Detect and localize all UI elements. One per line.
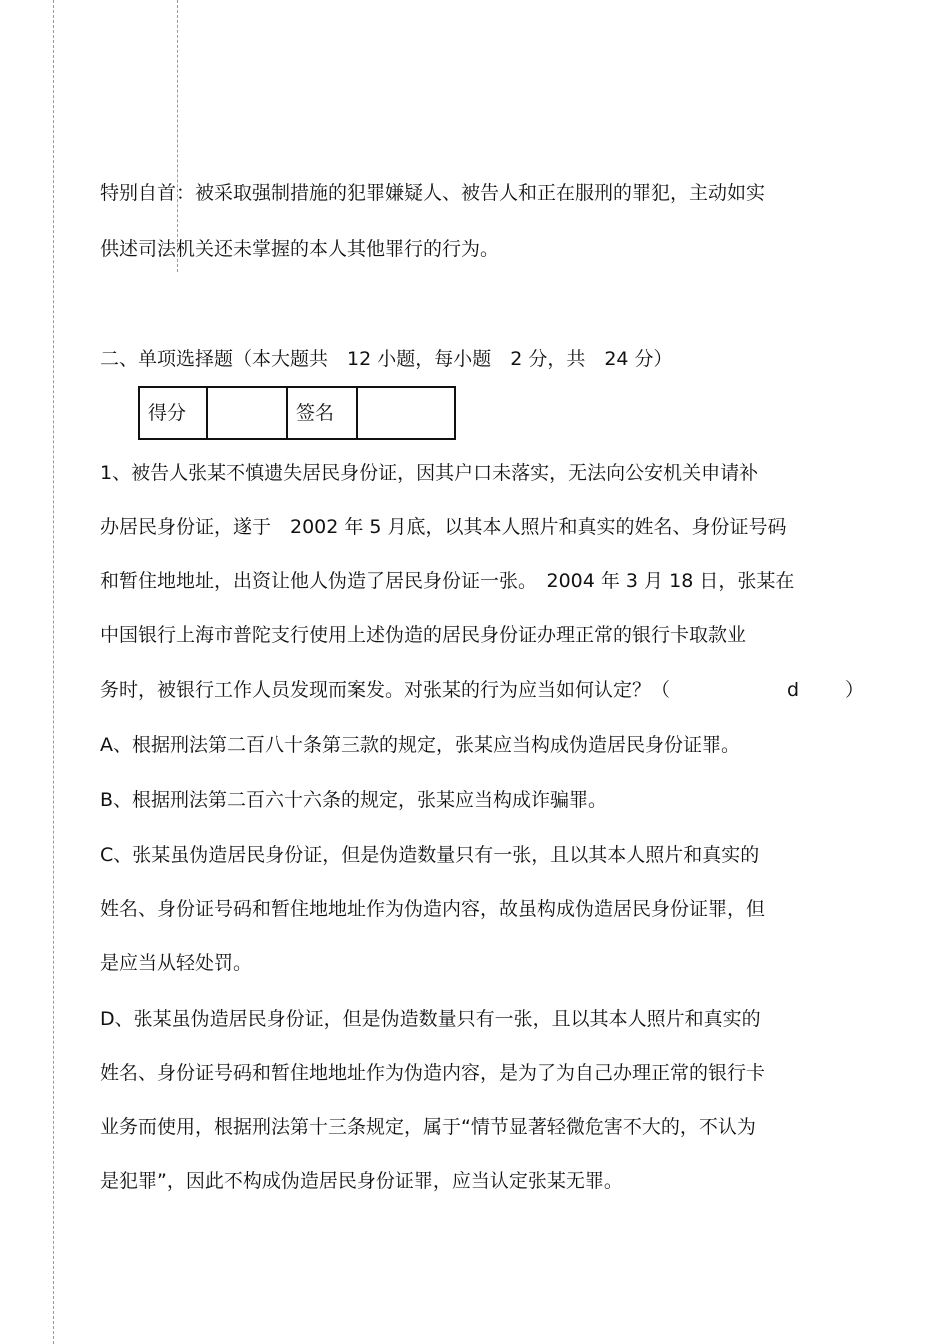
option-d-line: 姓名、身份证号码和暂住地地址作为伪造内容，是为了为自己办理正常的银行卡	[100, 1062, 766, 1084]
definition-line-2: 供述司法机关还未掌握的本人其他罪行的行为。	[100, 238, 500, 260]
score-table	[138, 386, 456, 440]
option-d-line: D、张某虽伪造居民身份证，但是伪造数量只有一张，且以其本人照片和真实的	[100, 1008, 761, 1030]
option-c-line: C、张某虽伪造居民身份证，但是伪造数量只有一张，且以其本人照片和真实的	[100, 844, 760, 866]
option-d-line: 是犯罪”，因此不构成伪造居民身份证罪，应当认定张某无罪。	[100, 1170, 623, 1192]
option-b: B、根据刑法第二百六十六条的规定，张某应当构成诈骗罪。	[100, 789, 608, 811]
question-stem-line: 中国银行上海市普陀支行使用上述伪造的居民身份证办理正常的银行卡取款业	[100, 624, 747, 646]
question-stem-last-line	[100, 677, 865, 703]
option-c-line: 姓名、身份证号码和暂住地地址作为伪造内容，故虽构成伪造居民身份证罪，但	[100, 898, 766, 920]
score-value-cell	[207, 387, 287, 439]
question-stem-text: 务时，被银行工作人员发现而案发。对张某的行为应当如何认定？（	[100, 679, 671, 701]
answer-close-paren: ）	[845, 679, 865, 701]
sign-value-cell	[357, 387, 455, 439]
option-c-line: 是应当从轻处罚。	[100, 952, 253, 974]
section-heading: 二、单项选择题（本大题共 12 小题，每小题 2 分，共 24 分）	[100, 348, 673, 370]
answer-mark: d	[787, 679, 800, 701]
margin-dashed-line	[53, 0, 54, 1344]
margin-dashed-line-short	[177, 0, 178, 272]
definition-line-1: 特别自首：被采取强制措施的犯罪嫌疑人、被告人和正在服刑的罪犯，主动如实	[100, 182, 766, 204]
option-a: A、根据刑法第二百八十条第三款的规定，张某应当构成伪造居民身份证罪。	[100, 734, 740, 756]
sign-label: 签名	[287, 387, 357, 439]
option-d-line: 业务而使用，根据刑法第十三条规定，属于“情节显著轻微危害不大的，不认为	[100, 1116, 756, 1138]
question-stem-line: 1、被告人张某不慎遗失居民身份证，因其户口未落实，无法向公安机关申请补	[100, 462, 759, 484]
question-stem-line: 和暂住地地址，出资让他人伪造了居民身份证一张。 2004 年 3 月 18 日，张某在	[100, 570, 795, 592]
question-stem-line: 办居民身份证，遂于 2002 年 5 月底，以其本人照片和真实的姓名、身份证号码	[100, 516, 787, 538]
score-label: 得分	[139, 387, 207, 439]
